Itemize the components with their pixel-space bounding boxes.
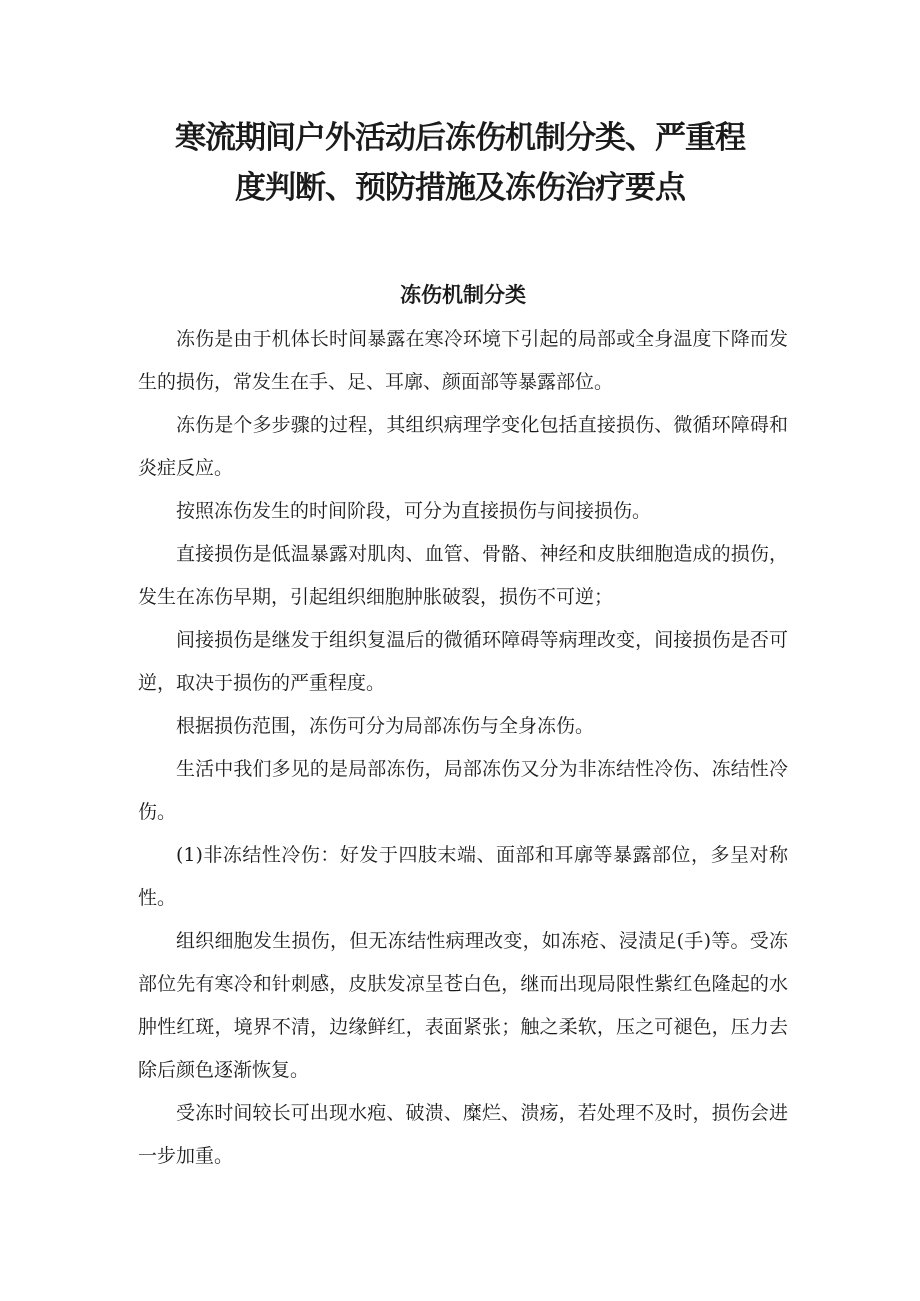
paragraph: 间接损伤是继发于组织复温后的微循环障碍等病理改变，间接损伤是否可逆，取决于损伤的严重程度。 [138, 629, 788, 694]
paragraph: 直接损伤是低温暴露对肌肉、血管、骨骼、神经和皮肤细胞造成的损伤，发生在冻伤早期，引起组织细胞肿胀破裂，损伤不可逆； [138, 543, 788, 608]
paragraph: 冻伤是由于机体长时间暴露在寒冷环境下引起的局部或全身温度下降而发生的损伤，常发生在手、足、耳廓、颜面部等暴露部位。 [138, 328, 788, 393]
paragraph: 组织细胞发生损伤，但无冻结性病理改变，如冻疮、浸渍足(手)等。受冻部位先有寒冷和针刺感，皮肤发凉呈苍白色，继而出现局限性紫红色隆起的水肿性红斑，境界不清，边缘鲜红，表面紧张；触之柔软，压之可褪色，压力去除后颜色逐渐恢复。 [138, 930, 788, 1081]
paragraph: 受冻时间较长可出现水疱、破溃、糜烂、溃疡，若处理不及时，损伤会进一步加重。 [138, 1102, 788, 1167]
paragraph: 生活中我们多见的是局部冻伤，局部冻伤又分为非冻结性冷伤、冻结性冷伤。 [138, 758, 788, 823]
paragraph: 按照冻伤发生的时间阶段，可分为直接损伤与间接损伤。 [176, 500, 652, 522]
document-title-line-2: 度判断、预防措施及冻伤治疗要点 [235, 170, 685, 206]
paragraph: 冻伤是个多步骤的过程，其组织病理学变化包括直接损伤、微循环障碍和炎症反应。 [138, 414, 788, 479]
document-body [138, 318, 788, 1178]
section-heading: 冻伤机制分类 [400, 283, 526, 307]
paragraph: (1)非冻结性冷伤：好发于四肢末端、面部和耳廓等暴露部位，多呈对称性。 [138, 844, 788, 909]
paragraph: 根据损伤范围，冻伤可分为局部冻伤与全身冻伤。 [176, 715, 595, 737]
document-title-line-1: 寒流期间户外活动后冻伤机制分类、严重程 [175, 120, 745, 156]
